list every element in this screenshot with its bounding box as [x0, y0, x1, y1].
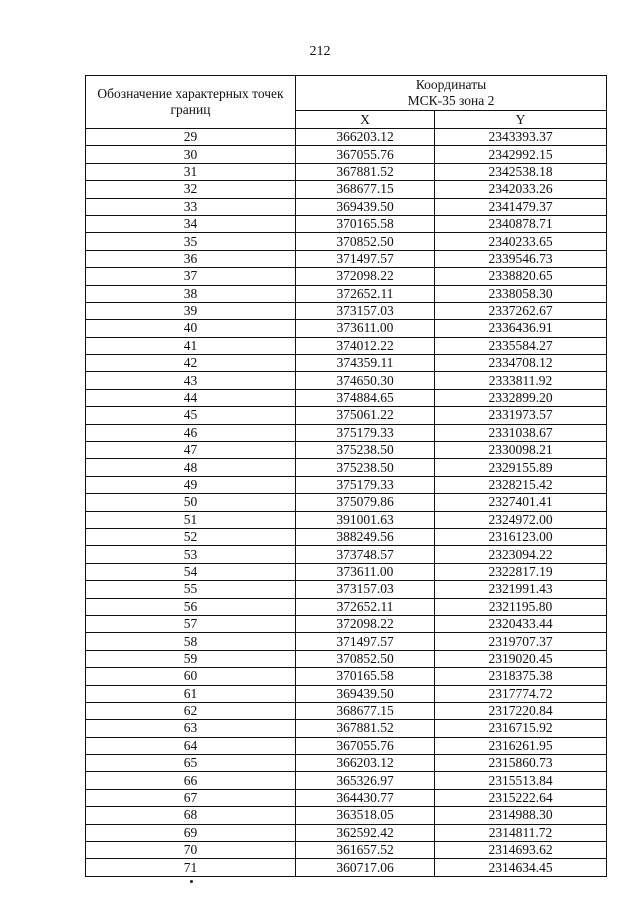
x-coordinate-cell: 373611.00 [296, 563, 435, 580]
table-row [86, 598, 607, 615]
point-cell: 34 [86, 215, 296, 232]
table-row [86, 302, 607, 319]
point-cell: 50 [86, 494, 296, 511]
y-coordinate-cell: 2329155.89 [435, 459, 607, 476]
y-coordinate-cell: 2314693.62 [435, 842, 607, 859]
point-cell: 61 [86, 685, 296, 702]
point-cell: 39 [86, 302, 296, 319]
y-coordinate-cell: 2340878.71 [435, 215, 607, 232]
y-coordinate-cell: 2334708.12 [435, 355, 607, 372]
x-coordinate-cell: 388249.56 [296, 528, 435, 545]
y-coordinate-cell: 2319020.45 [435, 650, 607, 667]
table-row [86, 650, 607, 667]
table-row [86, 355, 607, 372]
table-row [86, 702, 607, 719]
x-coordinate-cell: 368677.15 [296, 702, 435, 719]
point-cell: 54 [86, 563, 296, 580]
y-coordinate-cell: 2321195.80 [435, 598, 607, 615]
y-coordinate-cell: 2314988.30 [435, 807, 607, 824]
y-coordinate-cell: 2335584.27 [435, 337, 607, 354]
y-coordinate-cell: 2324972.00 [435, 511, 607, 528]
stray-dot-mark [190, 880, 193, 883]
y-coordinate-cell: 2317220.84 [435, 702, 607, 719]
point-cell: 36 [86, 250, 296, 267]
point-cell: 63 [86, 720, 296, 737]
table-body [86, 129, 607, 877]
x-coordinate-cell: 360717.06 [296, 859, 435, 876]
x-coordinate-cell: 375179.33 [296, 424, 435, 441]
table-row [86, 807, 607, 824]
x-coordinate-cell: 367055.76 [296, 146, 435, 163]
table-row [86, 581, 607, 598]
point-cell: 46 [86, 424, 296, 441]
y-coordinate-cell: 2318375.38 [435, 668, 607, 685]
point-cell: 38 [86, 285, 296, 302]
table-row [86, 615, 607, 632]
x-column-header: X [296, 111, 435, 129]
x-coordinate-cell: 370852.50 [296, 650, 435, 667]
point-column-header: Обозначение характерных точек границ [86, 76, 296, 129]
y-coordinate-cell: 2338058.30 [435, 285, 607, 302]
point-cell: 43 [86, 372, 296, 389]
point-cell: 30 [86, 146, 296, 163]
x-coordinate-cell: 375238.50 [296, 442, 435, 459]
point-cell: 68 [86, 807, 296, 824]
y-coordinate-cell: 2331038.67 [435, 424, 607, 441]
table-row [86, 789, 607, 806]
x-coordinate-cell: 374650.30 [296, 372, 435, 389]
x-coordinate-cell: 366203.12 [296, 129, 435, 146]
point-cell: 70 [86, 842, 296, 859]
table-row [86, 442, 607, 459]
table-row [86, 633, 607, 650]
point-cell: 67 [86, 789, 296, 806]
point-cell: 37 [86, 268, 296, 285]
point-cell: 69 [86, 824, 296, 841]
y-column-header: Y [435, 111, 607, 129]
table-row [86, 198, 607, 215]
point-cell: 42 [86, 355, 296, 372]
table-row [86, 233, 607, 250]
x-coordinate-cell: 374884.65 [296, 389, 435, 406]
point-cell: 33 [86, 198, 296, 215]
x-coordinate-cell: 364430.77 [296, 789, 435, 806]
table-row [86, 337, 607, 354]
y-coordinate-cell: 2320433.44 [435, 615, 607, 632]
coordinates-title: Координаты [415, 77, 487, 92]
table-row [86, 129, 607, 146]
y-coordinate-cell: 2342992.15 [435, 146, 607, 163]
table-row [86, 772, 607, 789]
point-cell: 35 [86, 233, 296, 250]
y-coordinate-cell: 2323094.22 [435, 546, 607, 563]
x-coordinate-cell: 372098.22 [296, 268, 435, 285]
y-coordinate-cell: 2321991.43 [435, 581, 607, 598]
y-coordinate-cell: 2315860.73 [435, 755, 607, 772]
point-cell: 62 [86, 702, 296, 719]
point-cell: 57 [86, 615, 296, 632]
table-row [86, 859, 607, 876]
x-coordinate-cell: 369439.50 [296, 198, 435, 215]
table-row [86, 459, 607, 476]
table-row [86, 181, 607, 198]
y-coordinate-cell: 2338820.65 [435, 268, 607, 285]
table-row [86, 511, 607, 528]
table-row [86, 372, 607, 389]
point-cell: 51 [86, 511, 296, 528]
x-coordinate-cell: 374359.11 [296, 355, 435, 372]
point-cell: 53 [86, 546, 296, 563]
x-coordinate-cell: 375179.33 [296, 476, 435, 493]
point-cell: 64 [86, 737, 296, 754]
point-cell: 49 [86, 476, 296, 493]
x-coordinate-cell: 391001.63 [296, 511, 435, 528]
table-row [86, 737, 607, 754]
table-row [86, 476, 607, 493]
point-cell: 56 [86, 598, 296, 615]
x-coordinate-cell: 372652.11 [296, 285, 435, 302]
point-cell: 65 [86, 755, 296, 772]
y-coordinate-cell: 2328215.42 [435, 476, 607, 493]
x-coordinate-cell: 370852.50 [296, 233, 435, 250]
x-coordinate-cell: 371497.57 [296, 250, 435, 267]
point-cell: 40 [86, 320, 296, 337]
x-coordinate-cell: 363518.05 [296, 807, 435, 824]
x-coordinate-cell: 369439.50 [296, 685, 435, 702]
x-coordinate-cell: 375079.86 [296, 494, 435, 511]
y-coordinate-cell: 2337262.67 [435, 302, 607, 319]
y-coordinate-cell: 2340233.65 [435, 233, 607, 250]
x-coordinate-cell: 367055.76 [296, 737, 435, 754]
table-row [86, 389, 607, 406]
x-coordinate-cell: 362592.42 [296, 824, 435, 841]
point-cell: 58 [86, 633, 296, 650]
table-header [86, 76, 607, 129]
table-row [86, 685, 607, 702]
x-coordinate-cell: 372098.22 [296, 615, 435, 632]
table-row [86, 146, 607, 163]
x-coordinate-cell: 375061.22 [296, 407, 435, 424]
y-coordinate-cell: 2332899.20 [435, 389, 607, 406]
point-cell: 71 [86, 859, 296, 876]
y-coordinate-cell: 2316715.92 [435, 720, 607, 737]
y-coordinate-cell: 2315222.64 [435, 789, 607, 806]
table-row [86, 546, 607, 563]
x-coordinate-cell: 375238.50 [296, 459, 435, 476]
point-cell: 48 [86, 459, 296, 476]
y-coordinate-cell: 2336436.91 [435, 320, 607, 337]
y-coordinate-cell: 2343393.37 [435, 129, 607, 146]
y-coordinate-cell: 2341479.37 [435, 198, 607, 215]
y-coordinate-cell: 2339546.73 [435, 250, 607, 267]
point-cell: 29 [86, 129, 296, 146]
point-cell: 47 [86, 442, 296, 459]
table-row [86, 668, 607, 685]
page-number: 212 [309, 44, 331, 59]
x-coordinate-cell: 367881.52 [296, 720, 435, 737]
coordinate-system: МСК-35 зона 2 [407, 93, 495, 108]
table-row [86, 268, 607, 285]
y-coordinate-cell: 2316123.00 [435, 528, 607, 545]
y-coordinate-cell: 2314634.45 [435, 859, 607, 876]
x-coordinate-cell: 372652.11 [296, 598, 435, 615]
point-cell: 31 [86, 163, 296, 180]
point-cell: 41 [86, 337, 296, 354]
table-row [86, 407, 607, 424]
table-row [86, 528, 607, 545]
point-cell: 66 [86, 772, 296, 789]
y-coordinate-cell: 2330098.21 [435, 442, 607, 459]
x-coordinate-cell: 371497.57 [296, 633, 435, 650]
table-row [86, 424, 607, 441]
x-coordinate-cell: 365326.97 [296, 772, 435, 789]
x-coordinate-cell: 370165.58 [296, 215, 435, 232]
table-row [86, 215, 607, 232]
point-cell: 55 [86, 581, 296, 598]
y-coordinate-cell: 2331973.57 [435, 407, 607, 424]
table-row [86, 494, 607, 511]
point-cell: 59 [86, 650, 296, 667]
x-coordinate-cell: 368677.15 [296, 181, 435, 198]
y-coordinate-cell: 2342538.18 [435, 163, 607, 180]
x-coordinate-cell: 373611.00 [296, 320, 435, 337]
table-row [86, 320, 607, 337]
x-coordinate-cell: 361657.52 [296, 842, 435, 859]
table-row [86, 163, 607, 180]
x-coordinate-cell: 373157.03 [296, 581, 435, 598]
point-cell: 60 [86, 668, 296, 685]
y-coordinate-cell: 2315513.84 [435, 772, 607, 789]
point-cell: 44 [86, 389, 296, 406]
y-coordinate-cell: 2327401.41 [435, 494, 607, 511]
table-row [86, 250, 607, 267]
x-coordinate-cell: 367881.52 [296, 163, 435, 180]
table-row [86, 755, 607, 772]
y-coordinate-cell: 2316261.95 [435, 737, 607, 754]
coordinates-table [85, 75, 607, 877]
y-coordinate-cell: 2317774.72 [435, 685, 607, 702]
point-cell: 52 [86, 528, 296, 545]
table-row [86, 842, 607, 859]
x-coordinate-cell: 366203.12 [296, 755, 435, 772]
table-row [86, 824, 607, 841]
x-coordinate-cell: 373748.57 [296, 546, 435, 563]
y-coordinate-cell: 2322817.19 [435, 563, 607, 580]
point-cell: 45 [86, 407, 296, 424]
y-coordinate-cell: 2319707.37 [435, 633, 607, 650]
table-row [86, 563, 607, 580]
x-coordinate-cell: 374012.22 [296, 337, 435, 354]
point-cell: 32 [86, 181, 296, 198]
x-coordinate-cell: 370165.58 [296, 668, 435, 685]
coordinates-header [296, 76, 607, 111]
table-row [86, 285, 607, 302]
x-coordinate-cell: 373157.03 [296, 302, 435, 319]
y-coordinate-cell: 2314811.72 [435, 824, 607, 841]
y-coordinate-cell: 2342033.26 [435, 181, 607, 198]
table-row [86, 720, 607, 737]
y-coordinate-cell: 2333811.92 [435, 372, 607, 389]
